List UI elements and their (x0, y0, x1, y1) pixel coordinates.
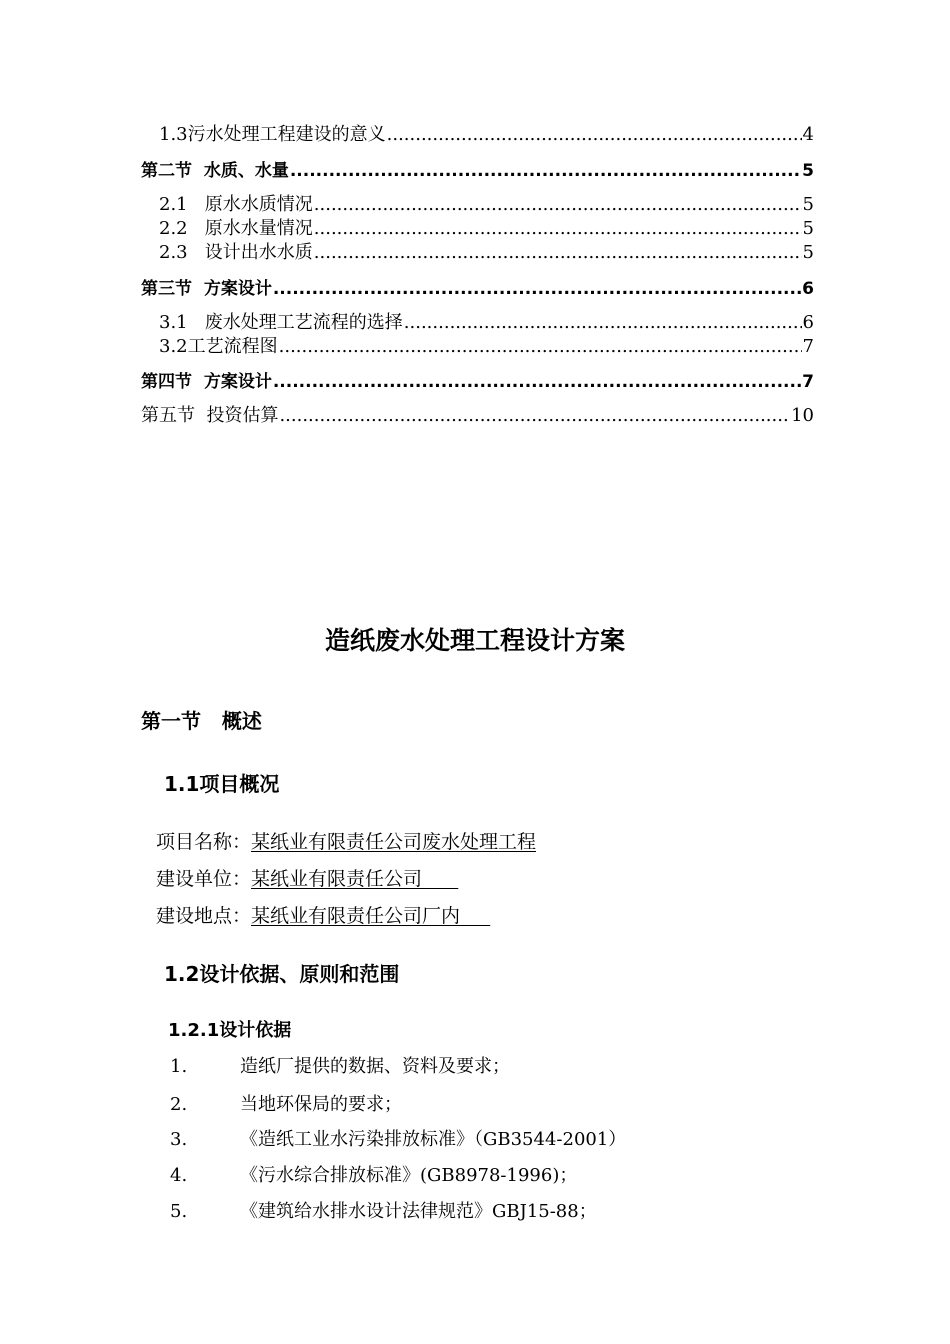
toc-leader-dots (387, 124, 802, 146)
toc-entry[interactable] (141, 405, 814, 427)
toc-entry-page: 7 (802, 372, 814, 392)
info-value: 某纸业有限责任公司废水处理工程 (251, 831, 537, 853)
toc-entry-page: 10 (791, 405, 814, 426)
document-title: 造纸废水处理工程设计方案 (324, 626, 625, 655)
toc-entry-page: 5 (802, 242, 814, 263)
toc-entry[interactable] (141, 371, 814, 393)
toc-entry[interactable] (159, 218, 814, 240)
list-text: 《造纸工业水污染排放标准》（GB3544-2001） (240, 1129, 627, 1150)
toc-leader-dots (314, 194, 802, 216)
toc-entry-text: 2.2 原水水量情况 (159, 218, 313, 239)
toc-entry[interactable] (141, 160, 814, 182)
toc-leader-dots (273, 278, 801, 300)
toc-entry-text: 3.2工艺流程图 (159, 336, 278, 357)
toc-entry[interactable] (159, 194, 814, 216)
list-item (170, 1090, 402, 1116)
list-text: 《污水综合排放标准》(GB8978-1996)； (240, 1165, 578, 1186)
subsection-heading: 1.1项目概况 (164, 772, 280, 796)
builder-line (156, 864, 458, 891)
toc-leader-dots (404, 312, 802, 334)
toc-leader-dots (279, 336, 802, 358)
list-number: 1. (170, 1056, 188, 1077)
list-item (170, 1161, 577, 1187)
toc-leader-dots (314, 218, 802, 240)
toc-leader-dots (290, 160, 801, 182)
list-number: 5. (170, 1201, 188, 1222)
list-text: 当地环保局的要求； (240, 1094, 402, 1115)
list-item (170, 1197, 597, 1223)
location-line (156, 901, 490, 928)
info-label: 建设单位： (156, 868, 252, 890)
list-number: 3. (170, 1129, 188, 1150)
list-text: 《建筑给水排水设计法律规范》GBJ15-88； (240, 1201, 597, 1222)
toc-entry-page: 6 (802, 312, 814, 333)
toc-entry[interactable] (159, 242, 814, 264)
list-item (170, 1125, 626, 1151)
info-value: 某纸业有限责任公司 (251, 868, 459, 890)
toc-entry-page: 5 (802, 161, 814, 181)
project-name-line (156, 827, 536, 854)
toc-entry[interactable] (159, 312, 814, 334)
info-label: 建设地点： (156, 905, 252, 927)
toc-entry-text: 第四节 方案设计 (141, 372, 272, 392)
toc-leader-dots (279, 405, 790, 427)
toc-entry-text: 2.3 设计出水水质 (159, 242, 313, 263)
toc-entry-page: 7 (802, 336, 814, 357)
subsubsection-heading: 1.2.1设计依据 (168, 1020, 292, 1041)
toc-entry[interactable] (159, 336, 814, 358)
toc-entry[interactable] (141, 278, 814, 300)
toc-entry-text: 2.1 原水水质情况 (159, 194, 313, 215)
toc-entry[interactable] (159, 124, 814, 146)
list-number: 4. (170, 1165, 188, 1186)
section-heading: 第一节 概述 (141, 709, 262, 733)
info-value: 某纸业有限责任公司厂内 (251, 905, 491, 927)
list-item (170, 1052, 510, 1078)
toc-entry-text: 第三节 方案设计 (141, 279, 272, 299)
subsection-heading: 1.2设计依据、原则和范围 (164, 962, 400, 986)
toc-entry-page: 5 (802, 218, 814, 239)
toc-entry-text: 3.1 废水处理工艺流程的选择 (159, 312, 403, 333)
list-text: 造纸厂提供的数据、资料及要求； (240, 1056, 510, 1077)
toc-entry-page: 5 (802, 194, 814, 215)
toc-entry-page: 6 (802, 279, 814, 299)
toc-entry-text: 第二节 水质、水量 (141, 161, 289, 181)
toc-entry-page: 4 (802, 124, 814, 145)
info-label: 项目名称： (156, 831, 252, 853)
toc-entry-text: 1.3污水处理工程建设的意义 (159, 124, 386, 145)
toc-leader-dots (273, 371, 801, 393)
toc-entry-text: 第五节 投资估算 (141, 405, 279, 426)
toc-leader-dots (314, 242, 802, 264)
list-number: 2. (170, 1094, 188, 1115)
